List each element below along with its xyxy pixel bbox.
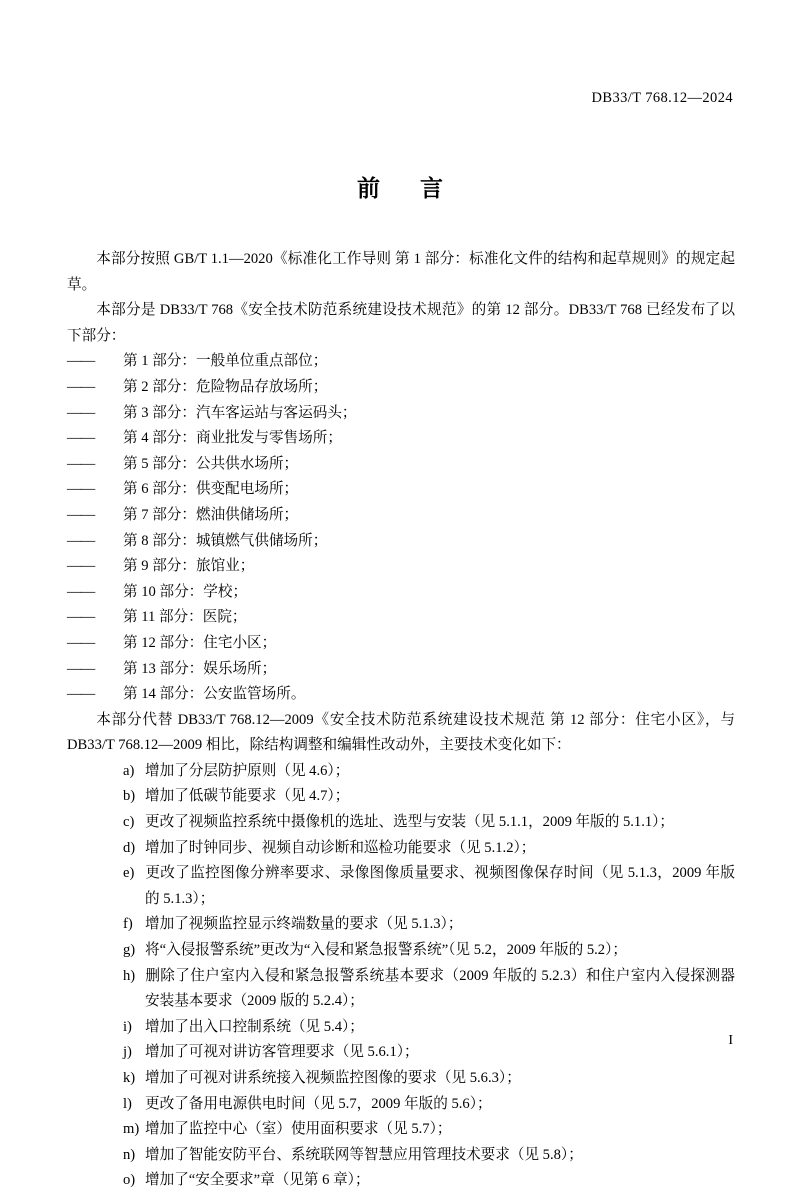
page-title: 前 言 [356,176,459,202]
technical-change-text: 增加了视频监控显示终端数量的要求（见 5.1.3）； [145,916,463,933]
parts-list-item [67,605,735,631]
technical-change-text: 更改了备用电源供电时间（见 5.7，2009 年版的 5.6）； [145,1095,492,1112]
document-header-standard-number: DB33/T 768.12—2024 [591,90,733,106]
technical-change-marker: i) [123,1018,132,1035]
parts-list-item [67,349,735,375]
parts-list-item [67,529,735,555]
technical-change-marker: o) [123,1172,136,1189]
technical-change-item [67,938,735,964]
parts-list-item [67,401,735,427]
technical-change-marker: h) [123,967,136,984]
parts-list-item-label: 第 8 部分：城镇燃气供储场所； [123,532,328,549]
technical-change-text: 增加了监控中心（室）使用面积要求（见 5.7）； [145,1121,452,1138]
technical-change-item [67,1015,735,1041]
technical-change-item [67,1168,735,1194]
technical-change-text: 增加了分层防护原则（见 4.6）； [145,762,350,779]
parts-list-item-label: 第 5 部分：公共供水场所； [123,455,299,472]
technical-change-text: 增加了智能安防平台、系统联网等智慧应用管理技术要求（见 5.8）； [145,1146,583,1163]
technical-change-item [67,810,735,836]
paragraph-series-intro: 本部分是 DB33/T 768《安全技术防范系统建设技术规范》的第 12 部分。DB33/T 768 已经发布了以下部分： [67,302,735,344]
technical-change-item [67,1117,735,1143]
parts-list-item [67,657,735,683]
em-dash-marker: —— [67,609,95,626]
parts-list-item [67,682,735,708]
technical-change-text: 将“入侵报警系统”更改为“入侵和紧急报警系统”（见 5.2，2009 年版的 5.2）； [145,942,627,959]
technical-change-marker: a) [123,762,135,779]
technical-change-marker: c) [123,814,135,831]
technical-change-item [67,861,735,912]
technical-change-item [67,1040,735,1066]
em-dash-marker: —— [67,583,95,600]
document-body [67,247,735,1194]
page-number: I [728,1033,733,1048]
parts-list-item [67,503,735,529]
em-dash-marker: —— [67,532,95,549]
parts-list-item-label: 第 7 部分：燃油供储场所； [123,506,299,523]
technical-changes-list [67,759,735,1194]
technical-change-text: 增加了时钟同步、视频自动诊断和巡检功能要求（见 5.1.2）； [145,839,536,856]
technical-change-text: 增加了出入口控制系统（见 5.4）； [145,1018,364,1035]
parts-list-item [67,554,735,580]
parts-list-item [67,426,735,452]
em-dash-marker: —— [67,481,95,498]
technical-change-marker: g) [123,942,136,959]
technical-change-marker: j) [123,1044,132,1061]
parts-list-item-label: 第 6 部分：供变配电场所； [123,481,299,498]
technical-change-text: 增加了可视对讲系统接入视频监控图像的要求（见 5.6.3）； [145,1070,521,1086]
em-dash-marker: —— [67,660,95,677]
em-dash-marker: —— [67,378,95,395]
technical-change-item [67,1066,735,1092]
technical-change-text: 增加了低碳节能要求（见 4.7）； [145,788,350,805]
em-dash-marker: —— [67,506,95,523]
technical-change-marker: e) [123,865,135,882]
parts-list-item [67,477,735,503]
parts-list-item-label: 第 9 部分：旅馆业； [123,558,255,575]
technical-change-item [67,784,735,810]
em-dash-marker: —— [67,353,95,370]
technical-change-marker: n) [123,1146,136,1163]
parts-list-item-label: 第 13 部分：娱乐场所； [123,660,277,677]
parts-list-item-label: 第 10 部分：学校； [123,583,248,600]
technical-change-marker: k) [123,1070,136,1086]
paragraph-drafting-rule: 本部分按照 GB/T 1.1—2020《标准化工作导则 第 1 部分：标准化文件的结构和起草规则》的规定起草。 [67,251,735,293]
paragraph-replaces: 本部分代替 DB33/T 768.12—2009《安全技术防范系统建设技术规范 第 12 部分：住宅小区》，与 DB33/T 768.12—2009 相比，除结构调整和编辑性改动外，主要技术变化如下： [67,711,735,754]
technical-change-text: 更改了监控图像分辨率要求、录像图像质量要求、视频图像保存时间（见 5.1.3，2009 年版的 5.1.3）； [145,865,735,907]
technical-change-marker: b) [123,788,136,805]
parts-list-item-label: 第 12 部分：住宅小区； [123,634,277,651]
technical-change-text: 增加了“安全要求”章（见第 6 章）； [145,1172,370,1189]
technical-change-marker: d) [123,839,136,856]
technical-change-item [67,1143,735,1169]
em-dash-marker: —— [67,558,95,575]
technical-change-item [67,836,735,862]
em-dash-marker: —— [67,634,95,651]
parts-list-item [67,452,735,478]
technical-change-marker: f) [123,916,133,933]
parts-list-item-label: 第 2 部分：危险物品存放场所； [123,378,328,395]
technical-change-text: 增加了可视对讲访客管理要求（见 5.6.1）； [145,1044,419,1061]
parts-list-item [67,580,735,606]
technical-change-item [67,759,735,785]
technical-change-item [67,912,735,938]
technical-change-marker: m) [123,1121,140,1138]
technical-change-text: 删除了住户室内入侵和紧急报警系统基本要求（2009 年版的 5.2.3）和住户室内入侵探测器安装基本要求（2009 版的 5.2.4）； [145,967,735,1010]
parts-list-item-label: 第 3 部分：汽车客运站与客运码头； [123,404,357,421]
em-dash-marker: —— [67,430,95,447]
parts-list-item-label: 第 1 部分：一般单位重点部位； [123,353,328,370]
parts-list-item [67,375,735,401]
parts-list-item-label: 第 4 部分：商业批发与零售场所； [123,430,342,447]
technical-change-item [67,964,735,1015]
em-dash-marker: —— [67,404,95,421]
parts-list-item [67,631,735,657]
parts-list-item-label: 第 14 部分：公安监管场所。 [123,686,306,703]
em-dash-marker: —— [67,686,95,703]
technical-change-marker: l) [123,1095,132,1112]
technical-change-item [67,1092,735,1118]
parts-list-item-label: 第 11 部分：医院； [123,609,247,626]
technical-change-text: 更改了视频监控系统中摄像机的选址、选型与安装（见 5.1.1，2009 年版的 5.1.1）； [145,814,675,831]
parts-list [67,349,735,707]
em-dash-marker: —— [67,455,95,472]
